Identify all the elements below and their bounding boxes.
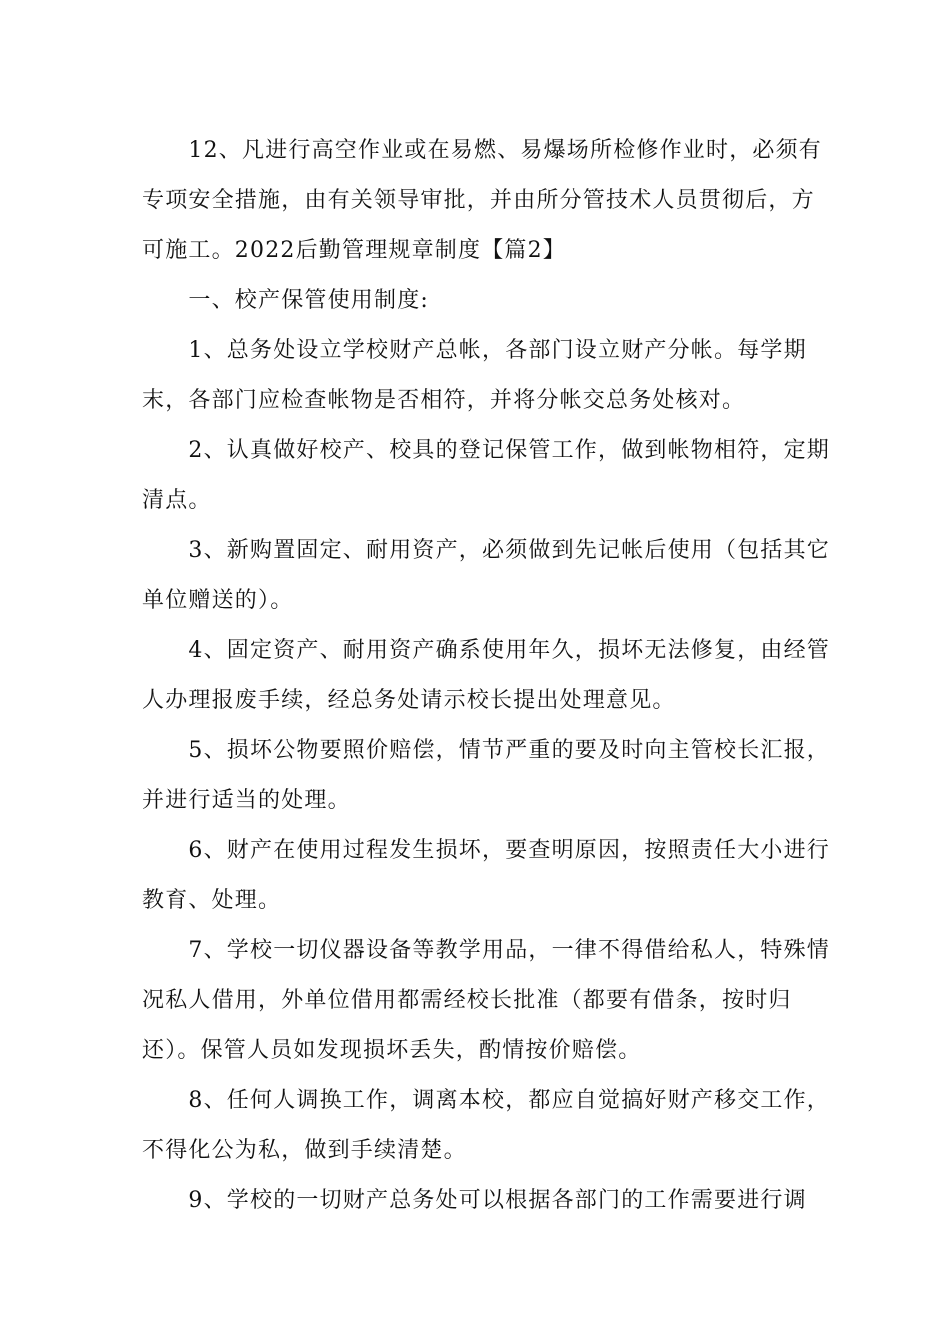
text-line: 8、任何人调换工作，调离本校，都应自觉搞好财产移交工作， [142, 1088, 830, 1113]
text-line: 专项安全措施，由有关领导审批，并由所分管技术人员贯彻后，方 [142, 188, 815, 213]
text-line: 4、固定资产、耐用资产确系使用年久，损坏无法修复，由经管 [142, 638, 830, 663]
text-line: 7、学校一切仪器设备等教学用品，一律不得借给私人，特殊情 [142, 938, 830, 963]
text-line: 1、总务处设立学校财产总帐，各部门设立财产分帐。每学期 [142, 338, 807, 363]
text-line: 人办理报废手续，经总务处请示校长提出处理意见。 [142, 688, 676, 713]
text-line: 况私人借用，外单位借用都需经校长批准（都要有借条，按时归 [142, 988, 792, 1013]
text-line: 清点。 [142, 488, 212, 513]
text-line: 5、损坏公物要照价赔偿，情节严重的要及时向主管校长汇报， [142, 738, 830, 763]
text-line: 可施工。2022后勤管理规章制度【篇2】 [142, 238, 566, 263]
text-line: 并进行适当的处理。 [142, 788, 351, 813]
text-line: 9、学校的一切财产总务处可以根据各部门的工作需要进行调 [142, 1188, 807, 1213]
text-line: 末，各部门应检查帐物是否相符，并将分帐交总务处核对。 [142, 388, 746, 413]
section-heading: 一、校产保管使用制度: [142, 288, 430, 313]
text-line: 12、凡进行高空作业或在易燃、易爆场所检修作业时，必须有 [142, 138, 822, 163]
text-line: 单位赠送的）。 [142, 588, 294, 613]
text-line: 6、财产在使用过程发生损坏，要查明原因，按照责任大小进行 [142, 838, 830, 863]
text-line: 还）。保管人员如发现损坏丢失，酌情按价赔偿。 [142, 1038, 642, 1063]
text-line: 不得化公为私，做到手续清楚。 [142, 1138, 467, 1163]
text-line: 教育、处理。 [142, 888, 282, 913]
text-line: 3、新购置固定、耐用资产，必须做到先记帐后使用（包括其它 [142, 538, 830, 563]
text-line: 2、认真做好校产、校具的登记保管工作，做到帐物相符，定期 [142, 438, 830, 463]
